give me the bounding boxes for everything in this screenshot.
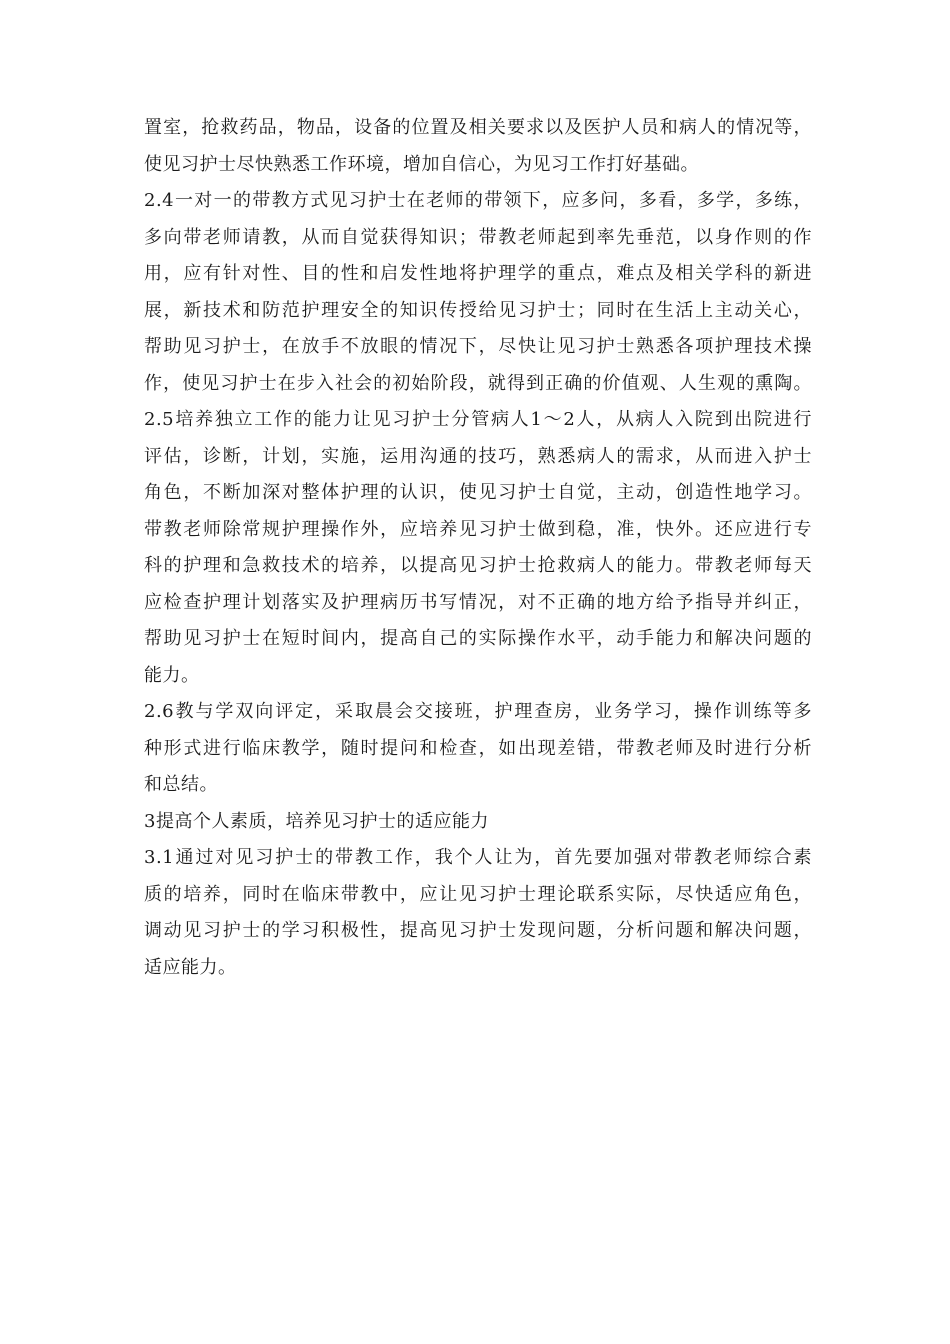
text-line: 用，应有针对性、目的性和启发性地将护理学的重点，难点及相关学科的新进 <box>144 263 812 284</box>
text-line: 种形式进行临床教学，随时提问和检查，如出现差错，带教老师及时进行分析 <box>144 737 812 759</box>
text-line: 3.1通过对见习护士的带教工作，我个人让为，首先要加强对带教老师综合素 <box>144 847 812 868</box>
text-line: 角色，不断加深对整体护理的认识，使见习护士自觉，主动，创造性地学习。 <box>144 482 812 503</box>
text-line: 帮助见习护士在短时间内，提高自己的实际操作水平，动手能力和解决问题的 <box>144 628 812 649</box>
body-text <box>144 110 812 986</box>
text-line: 带教老师除常规护理操作外，应培养见习护士做到稳，准，快外。还应进行专 <box>144 518 812 540</box>
text-line: 调动见习护士的学习积极性，提高见习护士发现问题，分析问题和解决问题， <box>144 920 812 941</box>
text-line: 能力。 <box>144 664 200 686</box>
text-line: 适应能力。 <box>144 956 237 978</box>
text-line: 质的培养，同时在临床带教中，应让见习护士理论联系实际，尽快适应角色， <box>144 883 812 905</box>
text-line: 帮助见习护士，在放手不放眼的情况下，尽快让见习护士熟悉各项护理技术操 <box>144 336 812 357</box>
text-line: 2.6教与学双向评定，采取晨会交接班，护理查房，业务学习，操作训练等多 <box>144 701 812 722</box>
text-line: 展，新技术和防范护理安全的知识传授给见习护士；同时在生活上主动关心， <box>144 299 812 321</box>
text-line: 作，使见习护士在步入社会的初始阶段，就得到正确的价值观、人生观的熏陶。 <box>144 372 812 394</box>
text-line: 应检查护理计划落实及护理病历书写情况，对不正确的地方给予指导并纠正， <box>144 591 812 613</box>
text-line: 置室，抢救药品，物品，设备的位置及相关要求以及医护人员和病人的情况等， <box>144 117 812 138</box>
text-line: 2.5培养独立工作的能力让见习护士分管病人1～2人，从病人入院到出院进行 <box>144 409 812 430</box>
text-line: 使见习护士尽快熟悉工作环境，增加自信心，为见习工作打好基础。 <box>144 153 699 175</box>
text-line: 评估，诊断，计划，实施，运用沟通的技巧，熟悉病人的需求，从而进入护士 <box>144 445 812 467</box>
text-line: 3提高个人素质，培养见习护士的适应能力 <box>144 810 489 832</box>
text-line: 和总结。 <box>144 774 218 795</box>
text-line: 科的护理和急救技术的培养，以提高见习护士抢救病人的能力。带教老师每天 <box>144 555 812 576</box>
text-line: 多向带老师请教，从而自觉获得知识；带教老师起到率先垂范，以身作则的作 <box>144 226 812 248</box>
text-line: 2.4一对一的带教方式见习护士在老师的带领下，应多问，多看，多学，多练， <box>144 190 812 211</box>
